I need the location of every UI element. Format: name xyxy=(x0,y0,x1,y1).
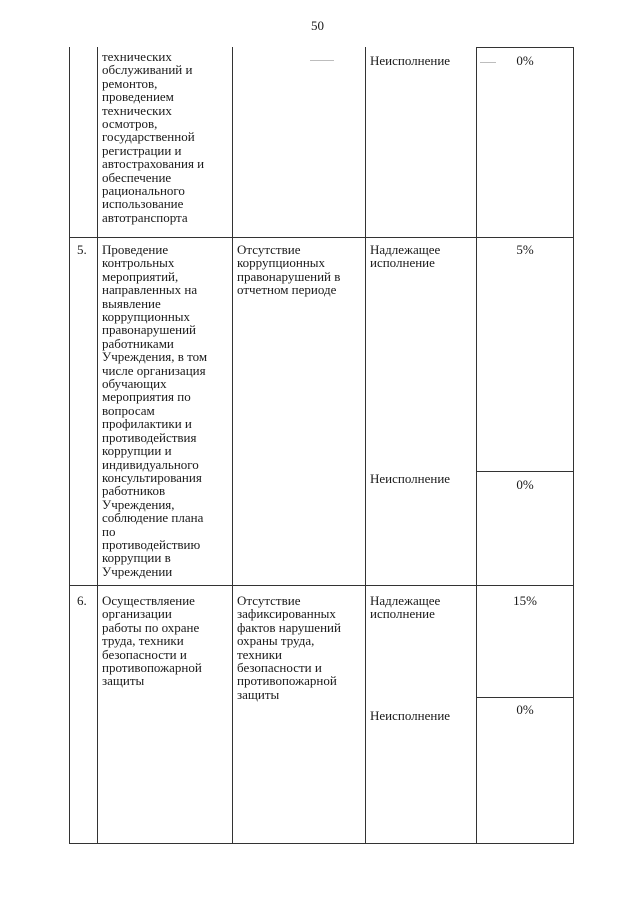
scan-mark xyxy=(310,60,334,61)
row-divider-1 xyxy=(69,237,574,238)
table-border-right xyxy=(573,47,574,844)
row-1-description: технических обслуживаний и ремонтов, проведением технических осмотров, государственной регистрации и автострахования и обеспечение рационального использование автотранспорта xyxy=(102,49,205,225)
percent-cell-top xyxy=(476,47,574,48)
table-border-left xyxy=(69,47,70,844)
row-5-number: 5. xyxy=(77,242,87,257)
column-divider-outcome xyxy=(476,47,477,844)
row-1-outcome-failure: Неисполнение xyxy=(370,53,451,68)
row-5-percent-proper: 5% xyxy=(516,242,534,257)
percent-cell-divider-row5 xyxy=(476,471,574,472)
row-5-outcome-failure: Неисполнение xyxy=(370,471,451,486)
row-6-number: 6. xyxy=(77,593,87,608)
table-border-bottom xyxy=(69,843,574,844)
column-divider-number xyxy=(97,47,98,844)
row-1-percent-failure: 0% xyxy=(516,53,534,68)
row-6-percent-failure: 0% xyxy=(516,702,534,717)
row-5-percent-failure: 0% xyxy=(516,477,534,492)
column-divider-description xyxy=(232,47,233,844)
row-6-percent-proper: 15% xyxy=(513,593,537,608)
row-5-indicator: Отсутствие коррупционных правонарушений в отчетном периоде xyxy=(237,242,341,298)
row-6-description: Осуществляение организации работы по охране труда, техники безопасности и противопожарной защиты xyxy=(102,593,202,689)
column-divider-indicator xyxy=(365,47,366,844)
row-5-description: Проведение контрольных мероприятий, направленных на выявление коррупционных правонарушений работниками Учреждения, в том числе организация обучающих мероприятия по вопросам профилактики и противодействия коррупции и индивидуального консультирования работников Учреждения, соблюдение плана по противодействию коррупции в Учреждении xyxy=(102,242,208,579)
percent-cell-divider-row6 xyxy=(476,697,574,698)
row-6-outcome-failure: Неисполнение xyxy=(370,708,451,723)
page-number: 50 xyxy=(311,18,324,33)
row-5-outcome-proper: Надлежащее исполнение xyxy=(370,242,441,271)
row-6-outcome-proper: Надлежащее исполнение xyxy=(370,593,441,622)
row-6-indicator: Отсутствие зафиксированных фактов нарушений охраны труда, техники безопасности и противопожарной защиты xyxy=(237,593,341,702)
row-divider-2 xyxy=(69,585,574,586)
